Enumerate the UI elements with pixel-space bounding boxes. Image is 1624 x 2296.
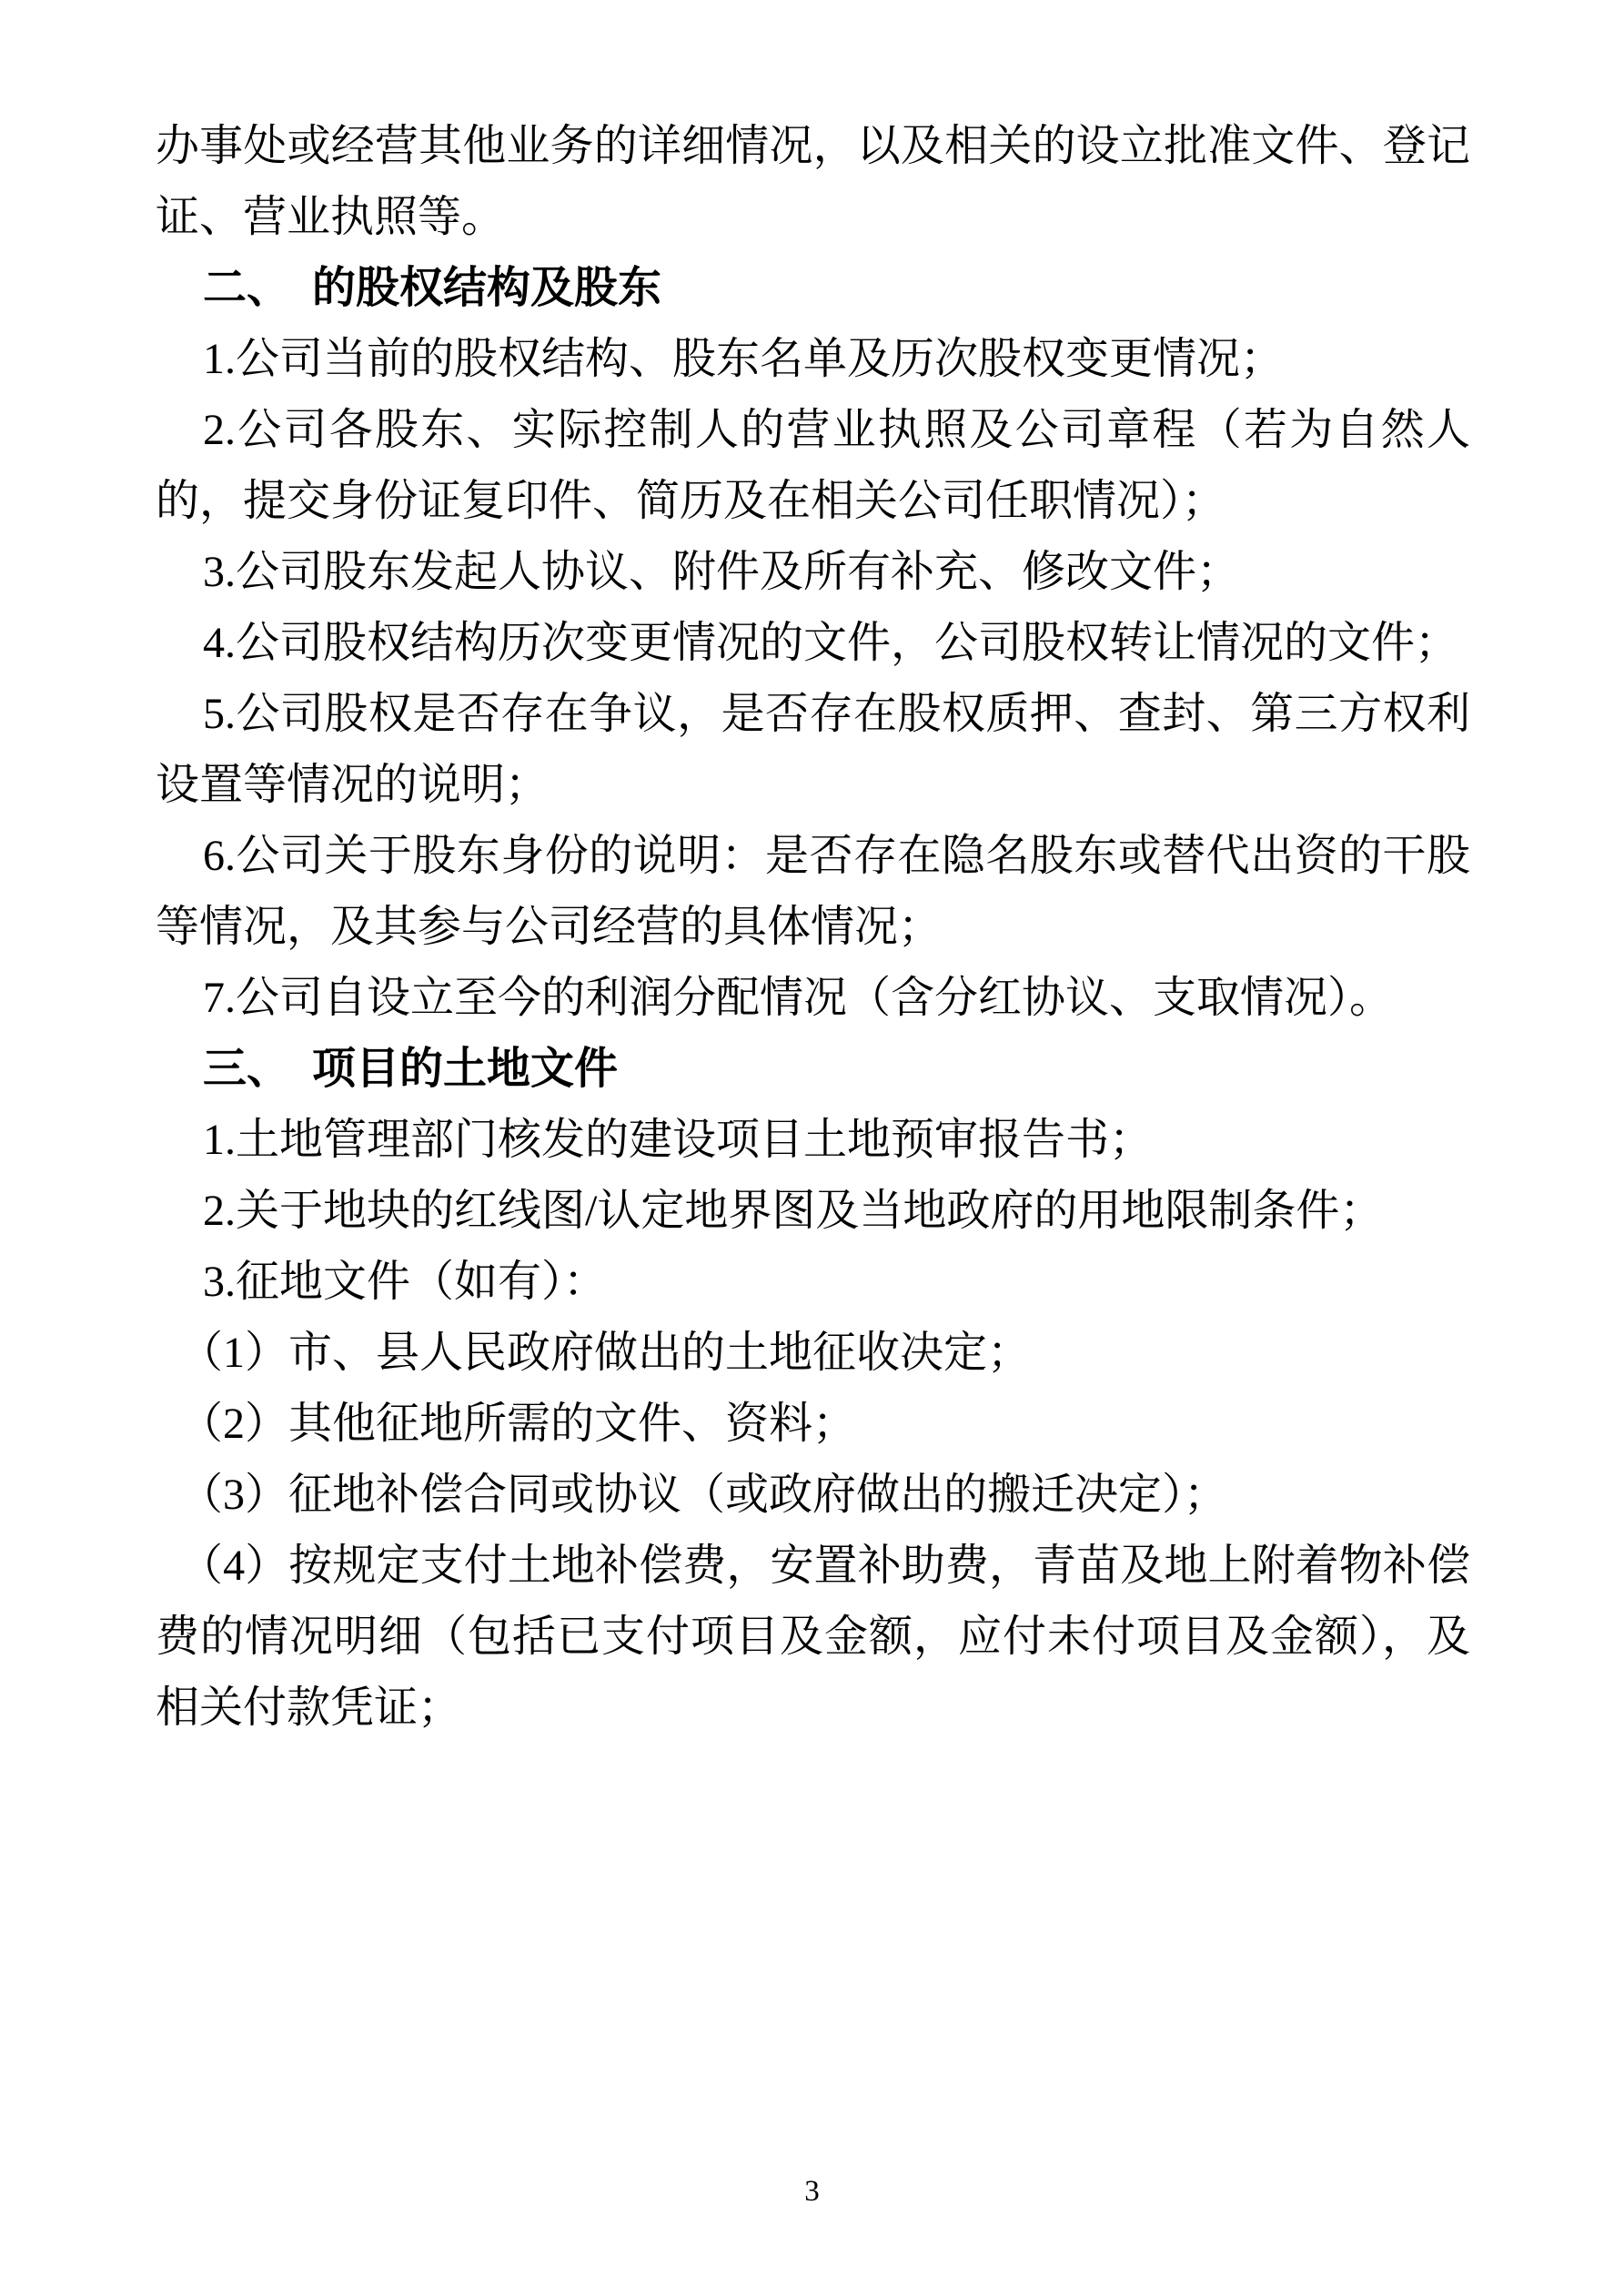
paragraph: （1）市、县人民政府做出的土地征收决定；: [179, 1329, 1032, 1377]
page-number: 3: [804, 2175, 820, 2208]
paragraph: 2.关于地块的红线图/认定地界图及当地政府的用地限制条件；: [203, 1187, 1384, 1235]
section-heading: 三、 项目的土地文件: [203, 1045, 619, 1093]
document-body: [156, 111, 1470, 1744]
paragraph: （2）其他征地所需的文件、资料；: [179, 1400, 857, 1448]
paragraph: （4）按规定支付土地补偿费，安置补助费，青苗及地上附着物补偿费的情况明细（包括已支付项目及金额，应付未付项目及金额），及相关付款凭证；: [156, 1542, 1470, 1732]
paragraph: 3.公司股东发起人协议、附件及所有补充、修改文件；: [203, 548, 1241, 596]
section-heading: 二、 的股权结构及股东: [203, 264, 662, 312]
paragraph: 3.征地文件（如有）：: [203, 1258, 608, 1306]
paragraph: 1.土地管理部门核发的建设项目土地预审报告书；: [203, 1116, 1154, 1164]
paragraph: （3）征地补偿合同或协议（或政府做出的搬迁决定）；: [179, 1471, 1228, 1519]
paragraph: 5.公司股权是否存在争议，是否存在股权质押、查封、第三方权利设置等情况的说明；: [156, 690, 1470, 809]
paragraph: 6.公司关于股东身份的说明：是否存在隐名股东或替代出资的干股等情况，及其参与公司经营的具体情况；: [156, 832, 1470, 951]
paragraph: 4.公司股权结构历次变更情况的文件，公司股权转让情况的文件；: [203, 619, 1459, 667]
paragraph: 2.公司各股东、实际控制人的营业执照及公司章程（若为自然人的，提交身份证复印件、简历及在相关公司任职情况）；: [156, 406, 1470, 525]
paragraph: 7.公司自设立至今的利润分配情况（含分红协议、支取情况）。: [203, 974, 1394, 1022]
paragraph: 1.公司当前的股权结构、股东名单及历次股权变更情况；: [203, 335, 1285, 383]
paragraph: 办事处或经营其他业务的详细情况，以及相关的设立批准文件、登记证、营业执照等。: [156, 122, 1470, 241]
